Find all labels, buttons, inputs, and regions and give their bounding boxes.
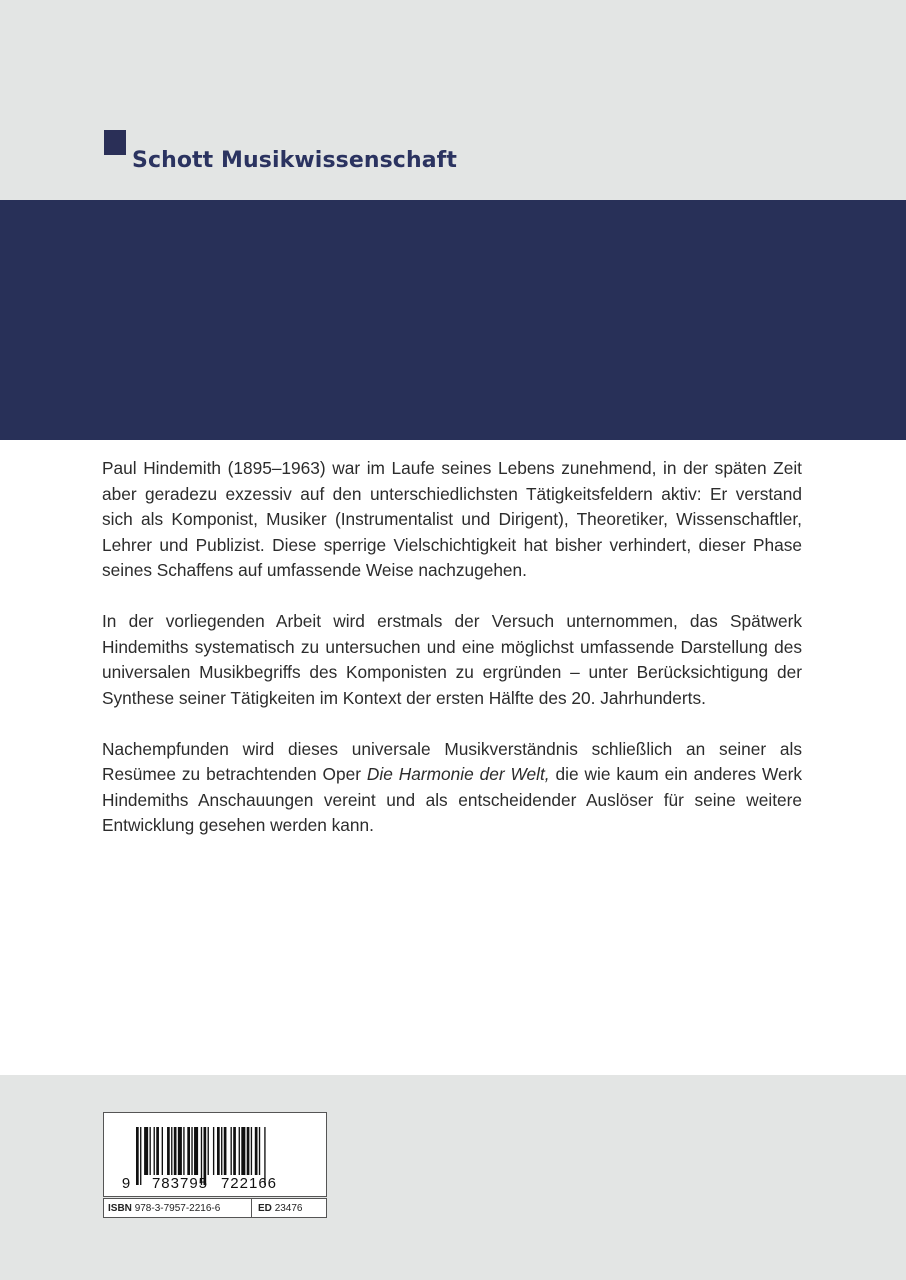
isbn-label: ISBN	[108, 1202, 132, 1214]
barcode-bar	[239, 1127, 240, 1175]
isbn-field	[104, 1203, 251, 1214]
barcode-bar	[247, 1127, 250, 1175]
isbn-box	[103, 1198, 327, 1218]
barcode-bar	[191, 1127, 192, 1175]
barcode-bar	[156, 1127, 159, 1175]
series-logo-square	[104, 130, 126, 155]
barcode-bar	[194, 1127, 198, 1175]
barcode-bar	[167, 1127, 170, 1175]
isbn-number: 978-3-7957-2216-6	[134, 1202, 221, 1214]
blurb-paragraph-3	[102, 737, 802, 839]
edition-field	[252, 1203, 326, 1214]
blurb-p3-end: die wie kaum ein anderes Werk Hindemiths Anschauungen vereint und als entscheidender Auslöser für seine weitere Entwicklung gesehen werden kann.	[102, 764, 802, 835]
barcode-bar	[162, 1127, 163, 1175]
barcode-bar	[208, 1127, 209, 1175]
barcode-bar	[241, 1127, 245, 1175]
edition-label: ED	[258, 1202, 272, 1214]
barcode-graphic	[104, 1113, 326, 1196]
barcode-bar	[154, 1127, 155, 1175]
barcode-bar	[224, 1127, 227, 1175]
barcode-bar	[140, 1127, 141, 1185]
barcode-bar	[171, 1127, 172, 1175]
barcode-group-1: 783795	[151, 1175, 209, 1192]
barcode-bar	[144, 1127, 148, 1175]
barcode-bar	[174, 1127, 177, 1175]
barcode-bar	[187, 1127, 190, 1175]
barcode-bar	[221, 1127, 222, 1175]
blurb-p3-start: Nachempfunden wird dieses universale Musikverständnis schließlich an seiner als Resümee zu betrachtenden Oper	[102, 738, 802, 784]
barcode-bar	[251, 1127, 252, 1175]
barcode-bar	[259, 1127, 260, 1175]
barcode-bar	[233, 1127, 236, 1175]
cover-color-band	[0, 200, 906, 440]
barcode-bar	[255, 1127, 258, 1175]
barcode	[103, 1112, 327, 1197]
book-blurb	[102, 456, 802, 864]
barcode-bar	[217, 1127, 220, 1175]
barcode-first-digit: 9	[121, 1175, 131, 1192]
blurb-paragraph-1: Paul Hindemith (1895–1963) war im Laufe seines Lebens zunehmend, in der späten Zeit aber geradezu exzessiv auf den unterschiedlichsten Tätigkeitsfeldern aktiv: Er verstand sich als Komponist, Musiker (Instrumentalist und Dirigent), Theoretiker, Wissenschaftler, Lehrer und Publizist. Diese sperrige Vielschichtigkeit hat bisher verhindert, dieser Phase seines Schaffens auf umfassende Weise nachzugehen.	[102, 458, 802, 580]
barcode-bar	[213, 1127, 214, 1175]
barcode-bar	[231, 1127, 232, 1175]
barcode-group-2: 722166	[220, 1175, 278, 1192]
edition-number: 23476	[274, 1202, 303, 1214]
barcode-bar	[150, 1127, 151, 1175]
opera-title: Die Harmonie der Welt,	[366, 764, 550, 784]
series-title: Schott Musikwissenschaft	[132, 148, 457, 173]
barcode-bar	[178, 1127, 182, 1175]
blurb-paragraph-2: In der vorliegenden Arbeit wird erstmals der Versuch unternommen, das Spätwerk Hindemiths systematisch zu untersuchen und eine möglichst umfassende Darstellung des universalen Musikbegriffs des Komponisten zu ergründen – unter Berücksichtigung der Synthese seiner Tätigkeiten im Kontext der ersten Hälfte des 20. Jahrhunderts.	[102, 611, 802, 708]
barcode-bar	[136, 1127, 139, 1185]
barcode-bar	[183, 1127, 184, 1175]
